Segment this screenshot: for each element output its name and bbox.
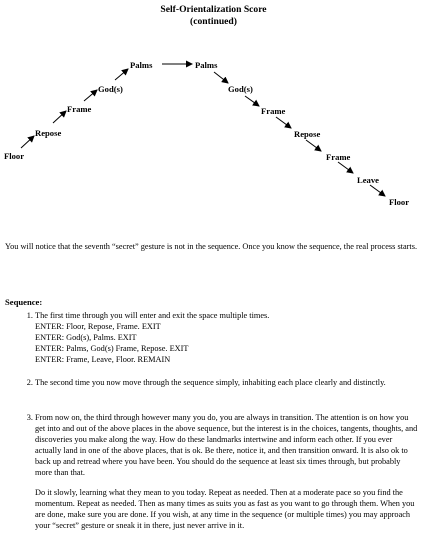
page-subtitle: (continued) [190,16,237,27]
sequence-heading: Sequence: [5,297,43,307]
arrow-gods-palms [115,69,128,80]
page-title: Self-Orientalization Score [160,4,267,15]
node-frame: Frame [67,104,92,114]
arrow-repose-frame [53,111,66,123]
arrow-frame-gods [84,90,97,101]
node-leave: Leave [357,175,379,185]
node-frame-2: Frame [261,106,286,116]
node-repose: Repose [35,128,62,138]
node-gods-2: God(s) [228,84,253,94]
list-item-line: ENTER: Palms, God(s) Frame, Repose. EXIT [35,344,189,353]
arrow-palms-gods [214,72,228,83]
intro-paragraph: You will notice that the seventh “secret” gesture is not in the sequence. Once you know the sequence, the real process starts. [5,242,418,251]
sequence-diagram [0,0,427,230]
node-gods: God(s) [98,84,123,94]
list-item-line: The first time through you will enter and exit the space multiple times. [35,311,270,320]
list-item-line: ENTER: Frame, Leave, Floor. REMAIN [35,355,171,364]
list-item-number: 2. [26,378,33,387]
node-palms-2: Palms [195,60,218,70]
arrow-repose-frame-2 [306,140,321,151]
arrow-floor-repose [21,136,34,148]
list-item-text: From now on, the third through however many you do, you are always in transition. The attention is on how you get into and out of the above places in the above sequence, but the interest is in the choices, tangents, thoughts, and discoveries you make along the way. How do these landmarks intertwine and inform each other. If you ever actually land in one of the above places, that is ok. Be there, notice it, and then transition onward. It is also ok to back up and retread where you have been. You should do the sequence at least six times through, but probably more than that. [35,413,418,477]
list-item-text: The second time you now move through the sequence simply, inhabiting each place clearly and distinctly. [35,378,386,387]
node-floor: Floor [4,151,25,161]
arrow-gods-frame [245,96,259,106]
node-floor-2: Floor [389,197,410,207]
arrow-frame-repose [276,117,291,128]
list-item-line: ENTER: Floor, Repose, Frame. EXIT [35,322,161,331]
list-item-number: 1. [26,311,33,320]
arrow-frame-leave [338,162,353,173]
node-frame-3: Frame [326,152,351,162]
list-item-text-2: Do it slowly, learning what they mean to you today. Repeat as needed. Then at a moderate pace so you find the momentum. Repeat as needed. Then as many times as suits you as fast as you want to go through them. When you are done, make sure you are done. If you wish, at any time in the sequence (or multiple times) you may approach your “secret” gesture or sneak it in there, just never arrive in it. [35,488,415,530]
node-palms: Palms [130,60,153,70]
node-repose-2: Repose [294,129,321,139]
list-item-line: ENTER: God(s), Palms. EXIT [35,333,137,342]
list-item-number: 3. [26,413,33,422]
arrow-leave-floor [370,185,385,196]
